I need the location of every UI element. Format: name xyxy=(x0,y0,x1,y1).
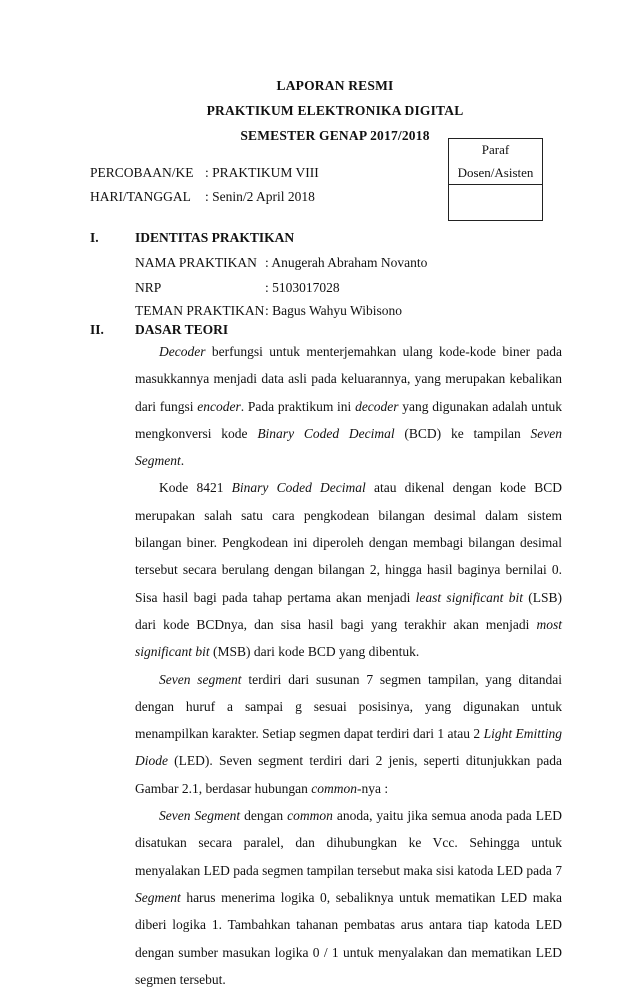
teman-praktikan-value: : Bagus Wahyu Wibisono xyxy=(265,303,402,318)
paragraph-bcd: Kode 8421 Binary Coded Decimal atau dikenal dengan kode BCD merupakan salah satu cara pengkodean bilangan desimal dalam sistem bilangan biner. Pengkodean ini diperoleh dengan membagi bilangan desimal tersebut secara berulang dengan bilangan 2, hingga hasil baginya bernilai 0. Sisa hasil bagi pada tahap pertama akan menjadi least significant bit (LSB) dari kode BCDnya, dan sisa hasil bagi yang terakhir akan menjadi most significant bit (MSB) dari kode BCD yang dibentuk. xyxy=(135,480,562,660)
section-1-title: IDENTITAS PRAKTIKAN xyxy=(135,230,295,245)
section-2-number: II. xyxy=(90,322,104,337)
semester-title: SEMESTER GENAP 2017/2018 xyxy=(240,128,430,143)
nama-praktikan-value: : Anugerah Abraham Novanto xyxy=(265,255,428,270)
paragraph-seven-segment: Seven segment terdiri dari susunan 7 segmen tampilan, yang ditandai dengan huruf a sampai g sesuai posisinya, yang digunakan untuk menampilkan karakter. Setiap segmen dapat terdiri dari 1 atau 2 Light Emitting Diode (LED). Seven segment terdiri dari 2 jenis, seperti ditunjukkan pada Gambar 2.1, berdasar hubungan common-nya : xyxy=(135,671,562,796)
section-1-number: I. xyxy=(90,230,99,245)
nrp-value: : 5103017028 xyxy=(265,280,340,295)
signature-box-role: Dosen/Asisten xyxy=(457,165,534,180)
hari-value: : Senin/2 April 2018 xyxy=(205,189,315,204)
paragraph-common-anoda: Seven Segment dengan common anoda, yaitu jika semua anoda pada LED disatukan secara paralel, dan dihubungkan ke Vcc. Sehingga untuk menyalakan LED pada segmen tampilan tersebut maka sisi katoda LED pada 7 Segment harus menerima logika 0, sebaliknya untuk mematikan LED maka diberi logika 1. Tambahkan tahanan pembatas arus antara tiap katoda LED dengan sumber masukan logika 0 / 1 untuk menyalakan dan mematikan LED segmen tersebut. xyxy=(135,808,562,987)
signature-box-label: Paraf xyxy=(481,142,510,157)
nama-praktikan-label: NAMA PRAKTIKAN xyxy=(135,255,257,270)
paragraph-decoder: Decoder berfungsi untuk menterjemahkan ulang kode-kode biner pada masukkannya menjadi data asli pada keluarannya, yang merupakan kebalikan dari fungsi encoder. Pada praktikum ini decoder yang digunakan adalah untuk mengkonversi kode Binary Coded Decimal (BCD) ke tampilan Seven Segment. xyxy=(135,344,562,469)
hari-label: HARI/TANGGAL xyxy=(90,189,191,204)
signature-box xyxy=(448,138,543,221)
dasar-teori-body xyxy=(135,338,562,993)
course-title: PRAKTIKUM ELEKTRONIKA DIGITAL xyxy=(206,103,464,118)
signature-box-divider xyxy=(449,184,542,185)
percobaan-value: : PRAKTIKUM VIII xyxy=(205,165,319,180)
nrp-label: NRP xyxy=(135,280,162,295)
report-title: LAPORAN RESMI xyxy=(276,78,394,93)
teman-praktikan-label: TEMAN PRAKTIKAN xyxy=(135,303,265,318)
section-2-title: DASAR TEORI xyxy=(135,322,229,337)
percobaan-label: PERCOBAAN/KE xyxy=(90,165,194,180)
